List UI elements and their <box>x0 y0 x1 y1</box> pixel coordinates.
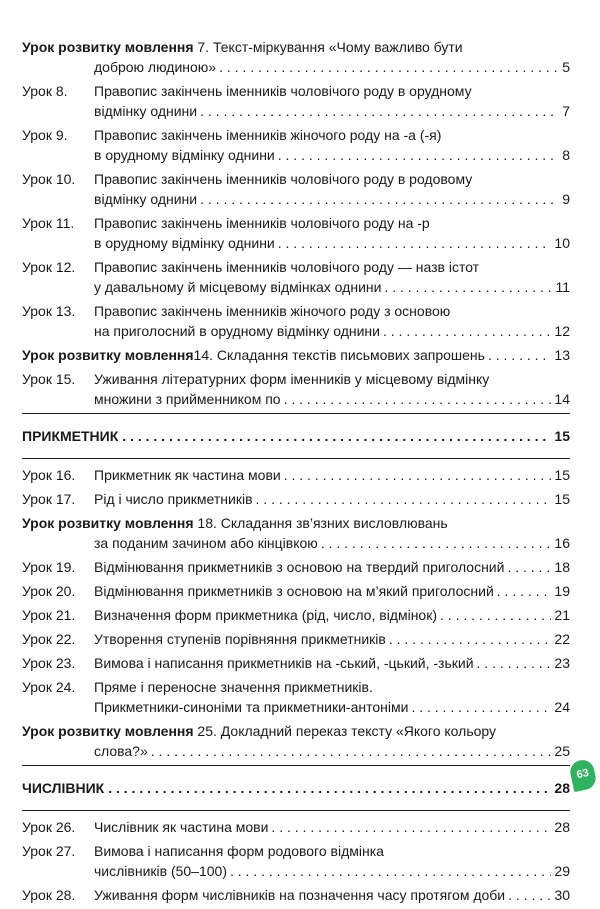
page-number: 28 <box>554 819 570 835</box>
toc-entry[interactable] <box>22 213 570 253</box>
entry-last-line <box>94 233 570 253</box>
entry-text: Відмінювання прикметників з основою на м’який приголосний <box>94 583 494 599</box>
page-number: 25 <box>554 743 570 759</box>
table-of-contents <box>22 37 570 909</box>
lesson-label: Урок 15. <box>22 371 76 387</box>
entry-text: Уживання форм числівників на позначення часу протягом доби <box>94 887 506 903</box>
page-number: 29 <box>554 863 570 879</box>
toc-entry-speech[interactable] <box>22 37 570 77</box>
lesson-label: Урок 27. <box>22 843 76 859</box>
toc-entry[interactable] <box>22 605 570 625</box>
entry-last-line <box>94 581 570 601</box>
entry-text: Вимова і написання прикметників на -ський, -цький, -зький <box>94 655 474 671</box>
entry-text: слова?» <box>94 743 148 759</box>
divider <box>22 810 570 811</box>
section-adjective[interactable] <box>22 426 570 446</box>
page-number: 21 <box>554 607 570 623</box>
entry-last-line <box>94 885 570 905</box>
toc-entry[interactable] <box>22 369 570 409</box>
entry-text: 18. Складання зв’язних висловлювань <box>193 515 448 531</box>
page-number: 15 <box>554 467 570 483</box>
page-number: 30 <box>554 887 570 903</box>
divider <box>22 458 570 459</box>
entry-last-line <box>94 389 570 409</box>
entry-text: Правопис закінчень іменників жіночого роду на -а (-я) <box>94 127 442 143</box>
page-number: 15 <box>554 491 570 507</box>
entry-text: відмінку однини <box>94 191 198 207</box>
speech-lesson-label: Урок розвитку мовлення <box>22 723 194 739</box>
lesson-label: Урок 20. <box>22 583 76 599</box>
entry-text: числівників (50–100) <box>94 863 227 879</box>
toc-entry[interactable] <box>22 489 570 509</box>
entry-text: Вимова і написання форм родового відмінка <box>94 843 384 859</box>
page-number: 24 <box>554 699 570 715</box>
entry-text: в орудному відмінку однини <box>94 235 275 251</box>
page-number: 7 <box>562 103 570 119</box>
speech-lesson-label: Урок розвитку мовлення <box>22 347 194 363</box>
entry-last-line <box>94 145 570 165</box>
entry-last-line <box>94 605 570 625</box>
lesson-label: Урок 13. <box>22 303 76 319</box>
group-nouns <box>22 37 570 409</box>
section-title: ПРИКМЕТНИК <box>22 428 119 444</box>
toc-entry[interactable] <box>22 557 570 577</box>
entry-text: Уживання літературних форм іменників у місцевому відмінку <box>94 371 490 387</box>
entry-text: в орудному відмінку однини <box>94 147 275 163</box>
entry-last-line <box>94 189 570 209</box>
divider <box>22 413 570 414</box>
page-number: 14 <box>554 391 570 407</box>
entry-last-line <box>94 277 570 297</box>
page-number: 18 <box>554 559 570 575</box>
entry-text: Прикметник як частина мови <box>94 467 281 483</box>
toc-entry[interactable] <box>22 125 570 165</box>
entry-last-line <box>94 861 570 881</box>
toc-entry[interactable] <box>22 817 570 837</box>
page-number: 8 <box>562 147 570 163</box>
toc-entry[interactable] <box>22 169 570 209</box>
speech-lesson-label: Урок розвитку мовлення <box>22 515 194 531</box>
lesson-label: Урок 8. <box>22 83 68 99</box>
section-page: 15 <box>554 428 570 444</box>
toc-entry[interactable] <box>22 257 570 297</box>
page-number: 23 <box>554 655 570 671</box>
toc-entry[interactable] <box>22 841 570 881</box>
page-number-badge: 63 <box>568 758 598 792</box>
entry-text: за поданим зачином або кінцівкою <box>94 535 318 551</box>
entry-text: Правопис закінчень іменників чоловічого роду — назв істот <box>94 259 480 275</box>
lesson-label: Урок 11. <box>22 215 75 231</box>
toc-entry[interactable] <box>22 629 570 649</box>
entry-last-line <box>22 533 570 553</box>
toc-entry-speech[interactable] <box>22 345 570 365</box>
entry-text: Прикметники-синоніми та прикметники-антоніми <box>94 699 409 715</box>
lesson-label: Урок 21. <box>22 607 76 623</box>
lesson-label: Урок 10. <box>22 171 76 187</box>
page-number: 11 <box>555 279 570 295</box>
toc-entry[interactable] <box>22 885 570 905</box>
entry-text: Рід і число прикметників <box>94 491 253 507</box>
page-number: 16 <box>554 535 570 551</box>
entry-last-line <box>22 741 570 761</box>
entry-text: Правопис закінчень іменників чоловічого роду в родовому <box>94 171 473 187</box>
entry-last-line <box>22 345 570 365</box>
entry-text: Правопис закінчень іменників жіночого роду з основою <box>94 303 451 319</box>
entry-text: 7. Текст-міркування «Чому важливо бути <box>193 39 463 55</box>
toc-entry-speech[interactable] <box>22 513 570 553</box>
lesson-label: Урок 24. <box>22 679 76 695</box>
lesson-label: Урок 16. <box>22 467 76 483</box>
entry-last-line <box>94 629 570 649</box>
lesson-label: Урок 22. <box>22 631 76 647</box>
divider <box>22 765 570 766</box>
entry-last-line <box>94 817 570 837</box>
group-numerals <box>22 817 570 905</box>
entry-text: відмінку однини <box>94 103 198 119</box>
entry-text: на приголосний в орудному відмінку однини <box>94 323 380 339</box>
page-number: 13 <box>554 347 570 363</box>
toc-entry[interactable] <box>22 653 570 673</box>
entry-text: Числівник як частина мови <box>94 819 269 835</box>
entry-text: Правопис закінчень іменників чоловічого роду на -р <box>94 215 430 231</box>
entry-text: Пряме і переносне значення прикметників. <box>94 679 373 695</box>
section-page: 28 <box>554 780 570 796</box>
entry-text: Визначення форм прикметника (рід, число, відмінок) <box>94 607 438 623</box>
lesson-label: Урок 23. <box>22 655 76 671</box>
entry-text: множини з прийменником по <box>94 391 281 407</box>
section-numeral[interactable] <box>22 778 570 798</box>
toc-entry-speech[interactable] <box>22 721 570 761</box>
toc-entry[interactable] <box>22 81 570 121</box>
entry-text: Відмінювання прикметників з основою на твердий приголосний <box>94 559 505 575</box>
entry-text: 25. Докладний переказ тексту «Якого кольору <box>193 723 497 739</box>
entry-text: доброю людиною» <box>94 59 217 75</box>
page-number: 10 <box>554 235 570 251</box>
toc-entry[interactable] <box>22 465 570 485</box>
entry-last-line <box>94 557 570 577</box>
toc-entry[interactable] <box>22 677 570 717</box>
page-number: 5 <box>562 59 570 75</box>
page-number: 12 <box>554 323 570 339</box>
entry-text: Утворення ступенів порівняння прикметників <box>94 631 386 647</box>
entry-text: 14. Складання текстів письмових запрошень <box>193 347 485 363</box>
entry-last-line <box>94 697 570 717</box>
entry-last-line <box>94 101 570 121</box>
page-number: 19 <box>554 583 570 599</box>
lesson-label: Урок 9. <box>22 127 68 143</box>
lesson-label: Урок 26. <box>22 819 76 835</box>
entry-text: Правопис закінчень іменників чоловічого роду в орудному <box>94 83 472 99</box>
lesson-label: Урок 28. <box>22 887 76 903</box>
toc-entry[interactable] <box>22 581 570 601</box>
entry-last-line <box>22 57 570 77</box>
entry-last-line <box>94 465 570 485</box>
lesson-label: Урок 17. <box>22 491 76 507</box>
entry-text: у давальному й місцевому відмінках однини <box>94 279 382 295</box>
page-number: 22 <box>554 631 570 647</box>
speech-lesson-label: Урок розвитку мовлення <box>22 39 194 55</box>
entry-last-line <box>94 489 570 509</box>
entry-last-line <box>94 653 570 673</box>
group-adjectives <box>22 465 570 761</box>
page-number: 9 <box>562 191 570 207</box>
lesson-label: Урок 19. <box>22 559 76 575</box>
toc-entry[interactable] <box>22 301 570 341</box>
lesson-label: Урок 12. <box>22 259 76 275</box>
entry-last-line <box>94 321 570 341</box>
section-title: ЧИСЛІВНИК <box>22 780 105 796</box>
